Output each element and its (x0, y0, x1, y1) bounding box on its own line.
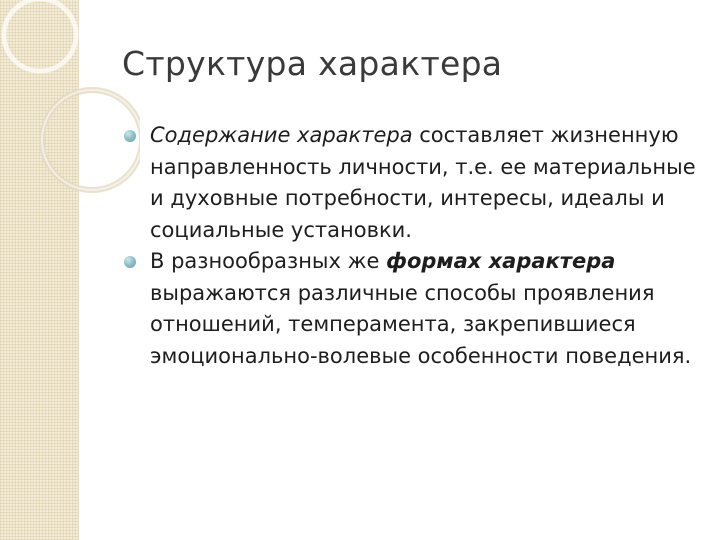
slide-title: Структура характера (122, 44, 503, 83)
bullet-emphasis: формах характера (386, 249, 616, 273)
bullet-emphasis: Содержание характера (150, 123, 413, 147)
bullet-text-after: выражаются различные способы проявления отношений, темперамента, закрепившиеся эмоционально-волевые особенности поведения. (150, 280, 692, 368)
bullet-list (122, 120, 712, 372)
decorative-circles (0, 0, 140, 200)
bullet-text-before: В разнообразных же (150, 249, 387, 273)
bullet-text: составляет жизненную направленность личности, т.е. ее материальные и духовные потребности, интересы, идеалы и социальные установки. (150, 123, 696, 242)
bullet-item-forms (122, 246, 712, 372)
bullet-icon (124, 256, 136, 268)
bullet-item-content (122, 120, 712, 246)
bullet-icon (124, 130, 136, 142)
